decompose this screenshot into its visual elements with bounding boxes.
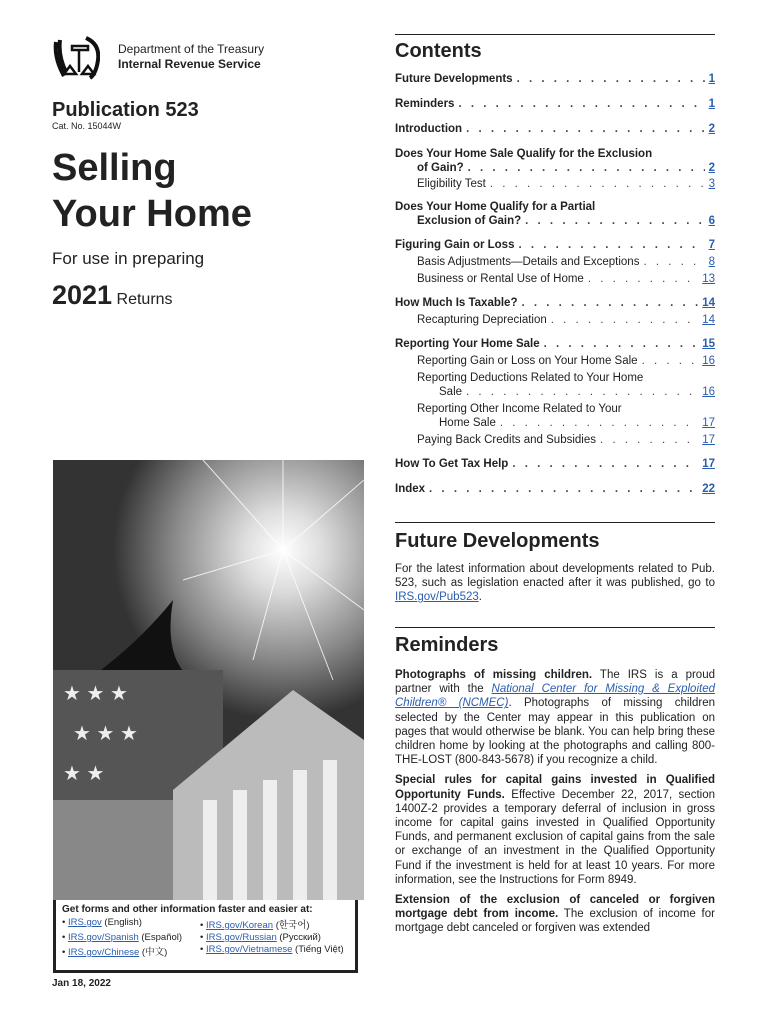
divider — [395, 34, 715, 35]
irs-vietnamese-link[interactable]: IRS.gov/Vietnamese — [205, 944, 293, 955]
toc-item[interactable]: Does Your Home Sale Qualify for the Exclusion of Gain? . . . 2 — [395, 147, 715, 175]
toc-item[interactable]: Reminders . . . 1 — [395, 97, 715, 111]
publication-date: Jan 18, 2022 — [52, 978, 111, 989]
link-item: • IRS.gov (English) — [62, 917, 142, 928]
irs-gov-link[interactable]: IRS.gov — [67, 917, 102, 928]
toc-item[interactable]: Introduction . . . 2 — [395, 122, 715, 136]
toc-item[interactable]: Recapturing Depreciation . . . 14 — [395, 313, 715, 327]
toc-item[interactable]: Paying Back Credits and Subsidies . . . 17 — [395, 433, 715, 447]
toc-item[interactable]: Future Developments . . . 1 — [395, 72, 715, 86]
table-of-contents — [395, 72, 715, 496]
svg-text:★ ★: ★ ★ — [63, 763, 105, 785]
toc-item[interactable]: Reporting Gain or Loss on Your Home Sale . . . 16 — [395, 354, 715, 368]
link-item: • IRS.gov/Spanish (Español) — [62, 932, 183, 943]
mortgage-debt-paragraph: Extension of the exclusion of canceled or forgiven mortgage debt from income. The exclusion of income for mortgage debt canceled or forgiven was extended — [395, 894, 715, 935]
irs-eagle-logo — [52, 36, 100, 80]
pub523-link[interactable]: IRS.gov/Pub523 — [395, 591, 479, 604]
ncmec-link[interactable]: National Center for Missing & Exploited Children® (NCMEC) — [395, 683, 715, 710]
toc-item[interactable]: Reporting Deductions Related to Your Home Sale . . . 16 — [395, 371, 715, 399]
fireworks-eagle-capitol-image — [53, 460, 364, 900]
toc-item[interactable]: Reporting Your Home Sale . . . 15 — [395, 337, 715, 351]
toc-item[interactable]: How Much Is Taxable? . . . 14 — [395, 296, 715, 310]
irs-spanish-link[interactable]: IRS.gov/Spanish — [67, 932, 139, 943]
toc-item[interactable]: How To Get Tax Help . . . 17 — [395, 457, 715, 471]
toc-item[interactable]: Eligibility Test . . . 3 — [395, 177, 715, 191]
agency-name: Department of the Treasury Internal Revenue Service — [118, 42, 265, 71]
svg-text:★ ★ ★: ★ ★ ★ — [63, 683, 128, 705]
link-item: • IRS.gov/Vietnamese (Tiếng Việt) — [200, 944, 344, 955]
toc-item[interactable]: Business or Rental Use of Home . . . 13 — [395, 272, 715, 286]
link-item: • IRS.gov/Korean (한국어) — [200, 920, 310, 931]
document-title: Selling Your Home — [52, 147, 252, 235]
toc-item[interactable]: Figuring Gain or Loss . . . 7 — [395, 238, 715, 252]
forms-info-heading: Get forms and other information faster and easier at: — [62, 904, 313, 915]
publication-number: Publication 523 — [52, 99, 199, 121]
tax-year: 2021 Returns — [52, 280, 173, 310]
future-developments-heading: Future Developments — [395, 530, 600, 552]
irs-korean-link[interactable]: IRS.gov/Korean — [205, 920, 274, 931]
link-item: • IRS.gov/Russian (Русский) — [200, 932, 321, 943]
irs-russian-link[interactable]: IRS.gov/Russian — [205, 932, 277, 943]
opportunity-funds-paragraph: Special rules for capital gains invested in Qualified Opportunity Funds. Effective December 22, 2017, section 1400Z-2 provides a temporary deferral of inclusion in gross income for capital gains invested in Qualified Opportunity Funds, and permanent exclusion of capital gains from the sale or exchange of an investment in the Qualified Opportunity Fund if the investment is held for at least 10 years. For more information, see the Instructions for Form 8949. — [395, 774, 715, 886]
divider — [395, 522, 715, 523]
toc-item[interactable]: Basis Adjustments—Details and Exceptions . . . 8 — [395, 255, 715, 269]
svg-text:★ ★ ★: ★ ★ ★ — [73, 723, 138, 745]
contents-heading: Contents — [395, 40, 482, 62]
future-developments-text: For the latest information about developments related to Pub. 523, such as legislation enacted after it was published, go to IRS.gov/Pub523. — [395, 563, 715, 604]
forms-info-box — [53, 900, 358, 973]
toc-item[interactable]: Index . . . 22 — [395, 482, 715, 496]
cover-photo — [53, 460, 364, 900]
use-text: For use in preparing — [52, 249, 205, 268]
toc-item[interactable]: Reporting Other Income Related to Your Home Sale . . . 17 — [395, 402, 715, 430]
missing-children-paragraph: Photographs of missing children. The IRS is a proud partner with the National Center for Missing & Exploited Children® (NCMEC). Photographs of missing children selected by the Center may appear in this publication on pages that would otherwise be blank. You can help bring these children home by looking at the photographs and calling 800-THE-LOST (800-843-5678) if you recognize a child. — [395, 669, 715, 767]
divider — [395, 627, 715, 628]
reminders-body — [395, 668, 715, 942]
link-item: • IRS.gov/Chinese (中文) — [62, 947, 168, 958]
reminders-heading: Reminders — [395, 634, 499, 656]
catalog-number: Cat. No. 15044W — [52, 121, 122, 131]
toc-item[interactable]: Does Your Home Qualify for a Partial Exclusion of Gain? . . . 6 — [395, 200, 715, 228]
irs-chinese-link[interactable]: IRS.gov/Chinese — [67, 947, 140, 958]
